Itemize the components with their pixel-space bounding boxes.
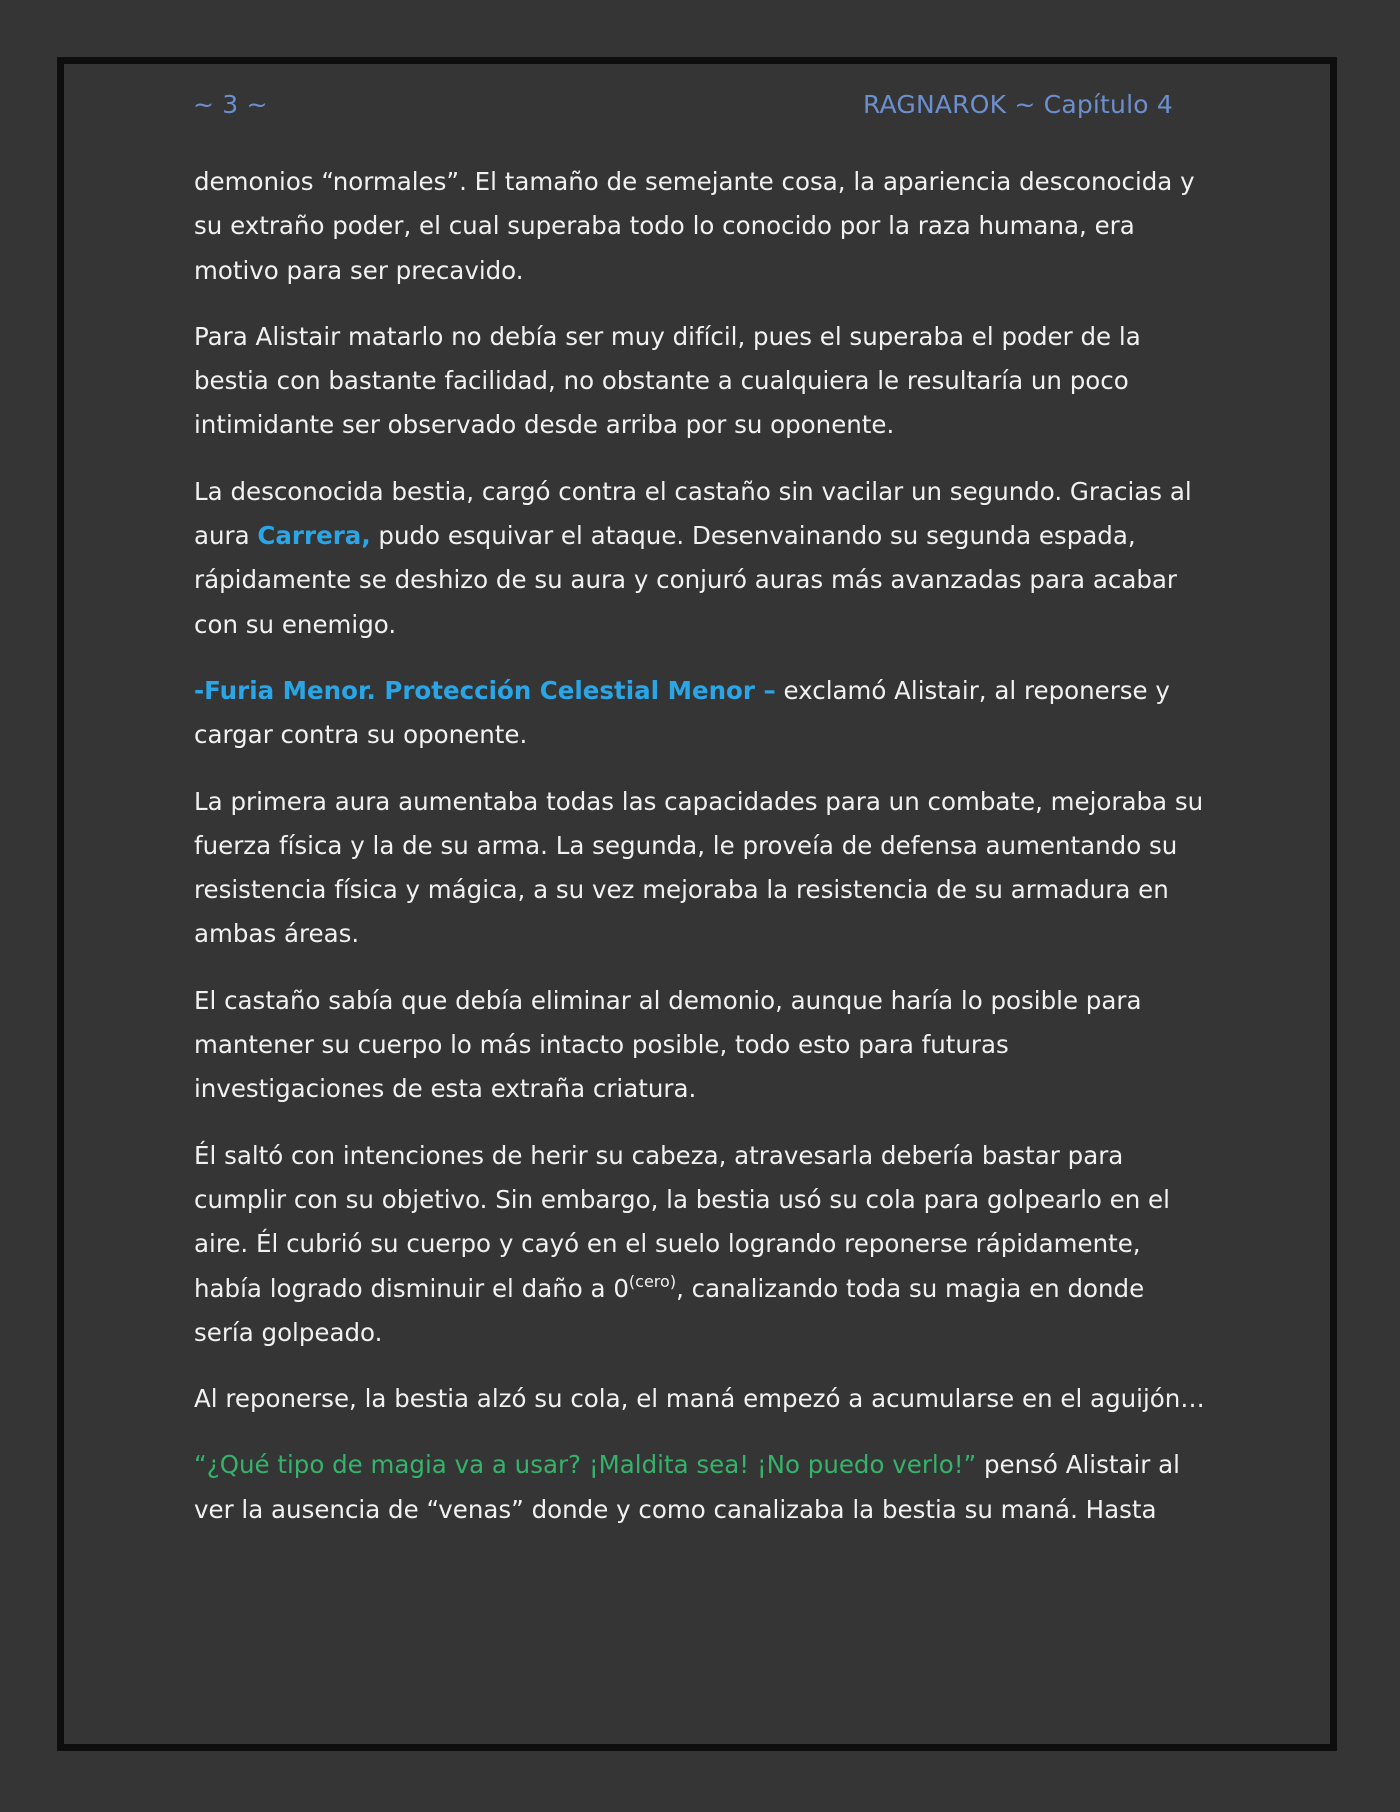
superscript-note: (cero) xyxy=(628,1271,677,1291)
paragraph-9-text: pensó Alistair al ver la ausencia de “venas” donde y como canalizaba la bestia su maná. Hasta xyxy=(194,1450,1180,1524)
paragraph-3-text-start: La desconocida bestia, cargó contra el castaño sin vacilar un segundo. Gracias al aura xyxy=(194,476,1192,551)
page-header xyxy=(193,84,1173,124)
page-number: ~ 3 ~ xyxy=(193,89,268,119)
paragraph-7 xyxy=(194,1134,1206,1355)
paragraph-9 xyxy=(194,1443,1206,1532)
paragraph-4 xyxy=(194,669,1206,758)
inner-thought: “¿Qué tipo de magia va a usar? ¡Maldita sea! ¡No puedo verlo!” xyxy=(194,1450,977,1480)
paragraph-7-text-start: Él saltó con intenciones de herir su cabeza, atravesarla debería bastar para cumplir con su objetivo. Sin embargo, la bestia usó su cola para golpearlo en el aire. Él cubrió su cuerpo y cayó en el suelo logrando reponerse rápidamente, había logrado disminuir el daño a 0 xyxy=(194,1140,1170,1303)
paragraph-3 xyxy=(194,470,1206,647)
paragraph-7-text-end: , canalizando toda su magia en donde sería golpeado. xyxy=(194,1273,1145,1347)
chapter-title: RAGNAROK ~ Capítulo 4 xyxy=(862,89,1173,119)
paragraph-4-text: exclamó Alistair, al reponerse y cargar contra su oponente. xyxy=(194,675,1170,750)
aura-name-carrera: Carrera, xyxy=(257,521,371,551)
paragraph-3-text-end: pudo esquivar el ataque. Desenvainando su segunda espada, rápidamente se deshizo de su aura y conjuró auras más avanzadas para acabar con su enemigo. xyxy=(194,521,1177,639)
paragraph-5: La primera aura aumentaba todas las capacidades para un combate, mejoraba su fuerza física y la de su arma. La segunda, le proveía de defensa aumentando su resistencia física y mágica, a su vez mejoraba la resistencia de su armadura en ambas áreas. xyxy=(194,786,1204,949)
paragraph-8: Al reponerse, la bestia alzó su cola, el maná empezó a acumularse en el aguijón… xyxy=(194,1384,1205,1414)
paragraph-6: El castaño sabía que debía eliminar al demonio, aunque haría lo posible para mantener su cuerpo lo más intacto posible, todo esto para futuras investigaciones de esta extraña criatura. xyxy=(194,985,1142,1104)
aura-incantation: -Furia Menor. Protección Celestial Menor – xyxy=(194,675,776,705)
paragraph-2: Para Alistair matarlo no debía ser muy difícil, pues el superaba el poder de la bestia con bastante facilidad, no obstante a cualquiera le resultaría un poco intimidante ser observado desde arriba por su oponente. xyxy=(194,321,1141,440)
page-body xyxy=(194,160,1206,1554)
paragraph-1: demonios “normales”. El tamaño de semejante cosa, la apariencia desconocida y su extraño poder, el cual superaba todo lo conocido por la raza humana, era motivo para ser precavido. xyxy=(194,167,1195,285)
